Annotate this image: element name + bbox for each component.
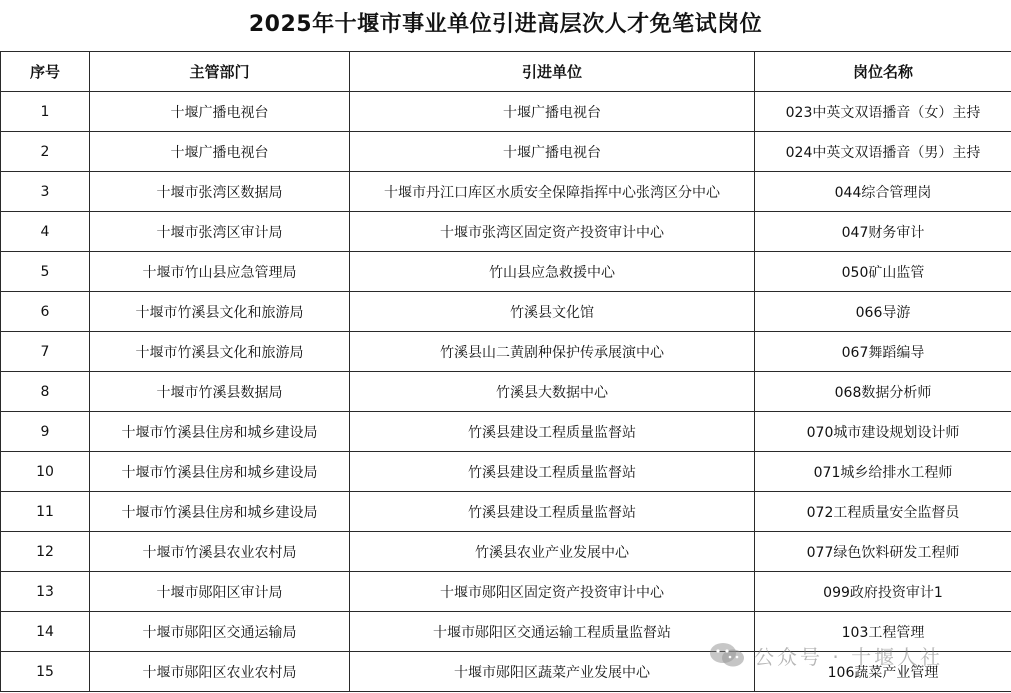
cell-department: 十堰市竹溪县住房和城乡建设局 [90,412,350,452]
cell-position: 103工程管理 [755,612,1011,652]
table-row [1,452,1011,492]
positions-table [0,51,1011,692]
cell-department: 十堰广播电视台 [90,132,350,172]
cell-position: 070城市建设规划设计师 [755,412,1011,452]
cell-department: 十堰市郧阳区交通运输局 [90,612,350,652]
cell-department: 十堰市郧阳区农业农村局 [90,652,350,692]
cell-department: 十堰市竹溪县数据局 [90,372,350,412]
cell-position: 024中英文双语播音（男）主持 [755,132,1011,172]
cell-index: 4 [1,212,90,252]
cell-unit: 竹溪县大数据中心 [350,372,755,412]
cell-unit: 十堰广播电视台 [350,92,755,132]
table-row [1,652,1011,692]
table-row [1,132,1011,172]
cell-position: 066导游 [755,292,1011,332]
cell-position: 023中英文双语播音（女）主持 [755,92,1011,132]
cell-unit: 十堰市张湾区固定资产投资审计中心 [350,212,755,252]
cell-unit: 竹溪县文化馆 [350,292,755,332]
cell-index: 13 [1,572,90,612]
watermark-text: 公众号 · 十堰人社 [754,644,944,669]
cell-index: 12 [1,532,90,572]
cell-unit: 竹溪县建设工程质量监督站 [350,492,755,532]
cell-department: 十堰市张湾区审计局 [90,212,350,252]
cell-index: 1 [1,92,90,132]
table-row [1,292,1011,332]
header-unit: 引进单位 [350,52,755,92]
cell-department: 十堰广播电视台 [90,92,350,132]
table-header-row [1,52,1011,92]
table-row [1,372,1011,412]
table-row [1,572,1011,612]
cell-unit: 竹溪县山二黄剧种保护传承展演中心 [350,332,755,372]
table-row [1,92,1011,132]
cell-position: 067舞蹈编导 [755,332,1011,372]
cell-department: 十堰市竹山县应急管理局 [90,252,350,292]
cell-index: 9 [1,412,90,452]
cell-index: 10 [1,452,90,492]
cell-unit: 竹溪县建设工程质量监督站 [350,452,755,492]
header-department: 主管部门 [90,52,350,92]
cell-position: 072工程质量安全监督员 [755,492,1011,532]
cell-index: 2 [1,132,90,172]
cell-index: 11 [1,492,90,532]
cell-position: 077绿色饮料研发工程师 [755,532,1011,572]
cell-unit: 竹溪县建设工程质量监督站 [350,412,755,452]
document-title: 2025年十堰市事业单位引进高层次人才免笔试岗位 [248,12,763,37]
cell-position: 050矿山监管 [755,252,1011,292]
table-row [1,532,1011,572]
table-row [1,212,1011,252]
cell-department: 十堰市郧阳区审计局 [90,572,350,612]
table-row [1,332,1011,372]
cell-department: 十堰市竹溪县住房和城乡建设局 [90,492,350,532]
table-row [1,492,1011,532]
header-index: 序号 [1,52,90,92]
cell-unit: 十堰市郧阳区固定资产投资审计中心 [350,572,755,612]
cell-position: 047财务审计 [755,212,1011,252]
table-row [1,252,1011,292]
cell-position: 071城乡给排水工程师 [755,452,1011,492]
cell-index: 6 [1,292,90,332]
table-row [1,412,1011,452]
cell-index: 8 [1,372,90,412]
cell-index: 7 [1,332,90,372]
cell-unit: 十堰市郧阳区蔬菜产业发展中心 [350,652,755,692]
cell-department: 十堰市竹溪县住房和城乡建设局 [90,452,350,492]
cell-unit: 十堰市丹江口库区水质安全保障指挥中心张湾区分中心 [350,172,755,212]
cell-department: 十堰市竹溪县文化和旅游局 [90,292,350,332]
cell-index: 3 [1,172,90,212]
cell-index: 5 [1,252,90,292]
cell-unit: 十堰广播电视台 [350,132,755,172]
cell-index: 15 [1,652,90,692]
cell-unit: 竹山县应急救援中心 [350,252,755,292]
table-row [1,172,1011,212]
cell-position: 068数据分析师 [755,372,1011,412]
header-position: 岗位名称 [755,52,1011,92]
table-row [1,612,1011,652]
cell-position: 099政府投资审计1 [755,572,1011,612]
cell-department: 十堰市竹溪县农业农村局 [90,532,350,572]
cell-index: 14 [1,612,90,652]
cell-department: 十堰市张湾区数据局 [90,172,350,212]
cell-position: 044综合管理岗 [755,172,1011,212]
cell-unit: 十堰市郧阳区交通运输工程质量监督站 [350,612,755,652]
table-body [1,92,1011,692]
cell-department: 十堰市竹溪县文化和旅游局 [90,332,350,372]
cell-unit: 竹溪县农业产业发展中心 [350,532,755,572]
cell-position: 106蔬菜产业管理 [755,652,1011,692]
